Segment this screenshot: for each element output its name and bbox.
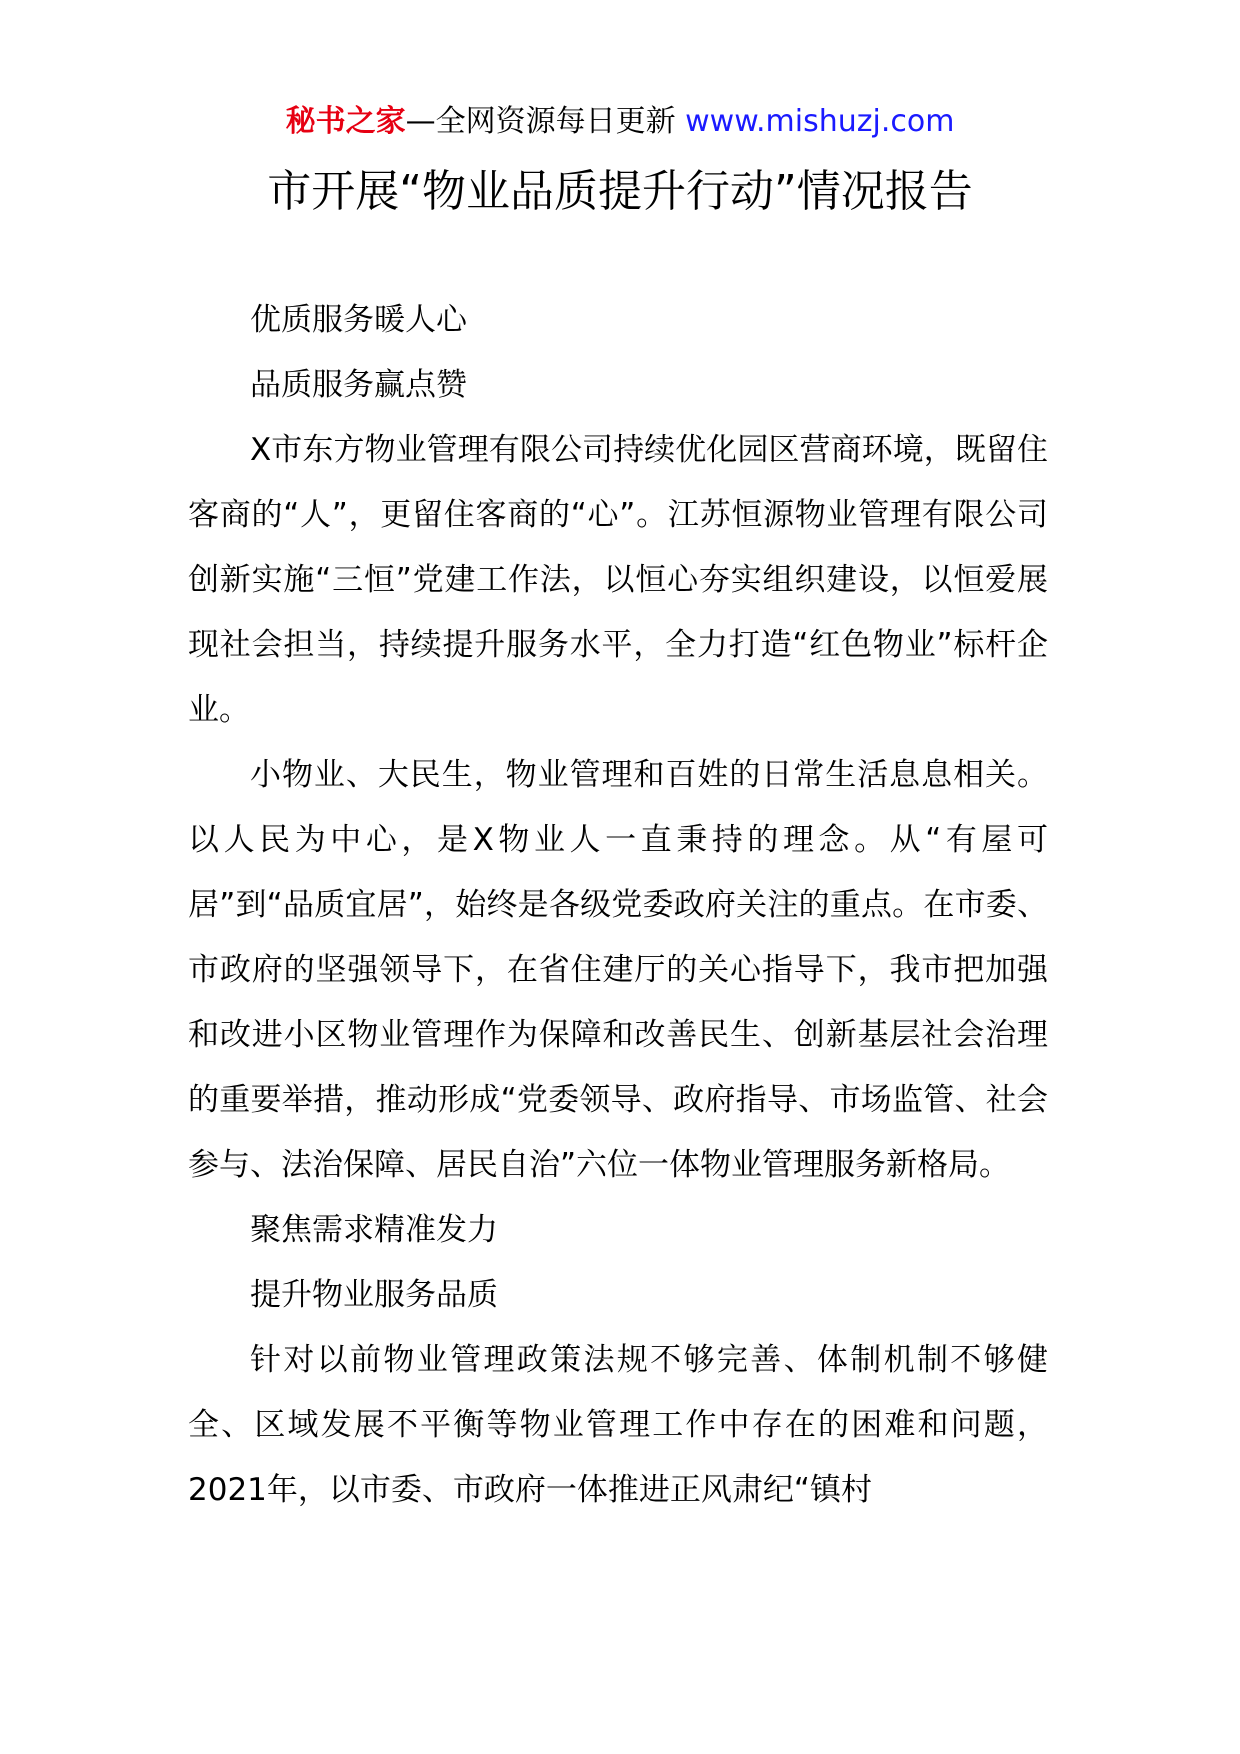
paragraph-1: X市东方物业管理有限公司持续优化园区营商环境，既留住客商的“人”，更留住客商的“心”。江苏恒源物业管理有限公司创新实施“三恒”党建工作法，以恒心夯实组织建设，以恒爱展现社会担当，持续提升服务水平，全力打造“红色物业”标杆企业。 bbox=[188, 432, 1048, 728]
paragraph-3: 针对以前物业管理政策法规不够完善、体制机制不够健全、区域发展不平衡等物业管理工作中存在的困难和问题，2021年，以市委、市政府一体推进正风肃纪“镇村 bbox=[188, 1342, 1048, 1508]
document-title: 市开展“物业品质提升行动”情况报告 bbox=[267, 166, 973, 217]
subheading-4: 提升物业服务品质 bbox=[250, 1277, 498, 1313]
subheading-1: 优质服务暖人心 bbox=[250, 302, 467, 338]
brand-name: 秘书之家 bbox=[285, 104, 406, 139]
document-body bbox=[188, 288, 1048, 1523]
site-header bbox=[0, 102, 1240, 142]
subheading-2: 品质服务赢点赞 bbox=[250, 367, 467, 403]
subheading-3: 聚焦需求精准发力 bbox=[250, 1212, 498, 1248]
site-url-link[interactable]: www.mishuzj.com bbox=[685, 104, 955, 139]
paragraph-2: 小物业、大民生，物业管理和百姓的日常生活息息相关。以人民为中心，是X物业人一直秉持的理念。从“有屋可居”到“品质宜居”，始终是各级党委政府关注的重点。在市委、市政府的坚强领导下，在省住建厅的关心指导下，我市把加强和改进小区物业管理作为保障和改善民生、创新基层社会治理的重要举措，推动形成“党委领导、政府指导、市场监管、社会参与、法治保障、居民自治”六位一体物业管理服务新格局。 bbox=[188, 757, 1048, 1183]
header-tagline: —全网资源每日更新 bbox=[405, 104, 686, 139]
